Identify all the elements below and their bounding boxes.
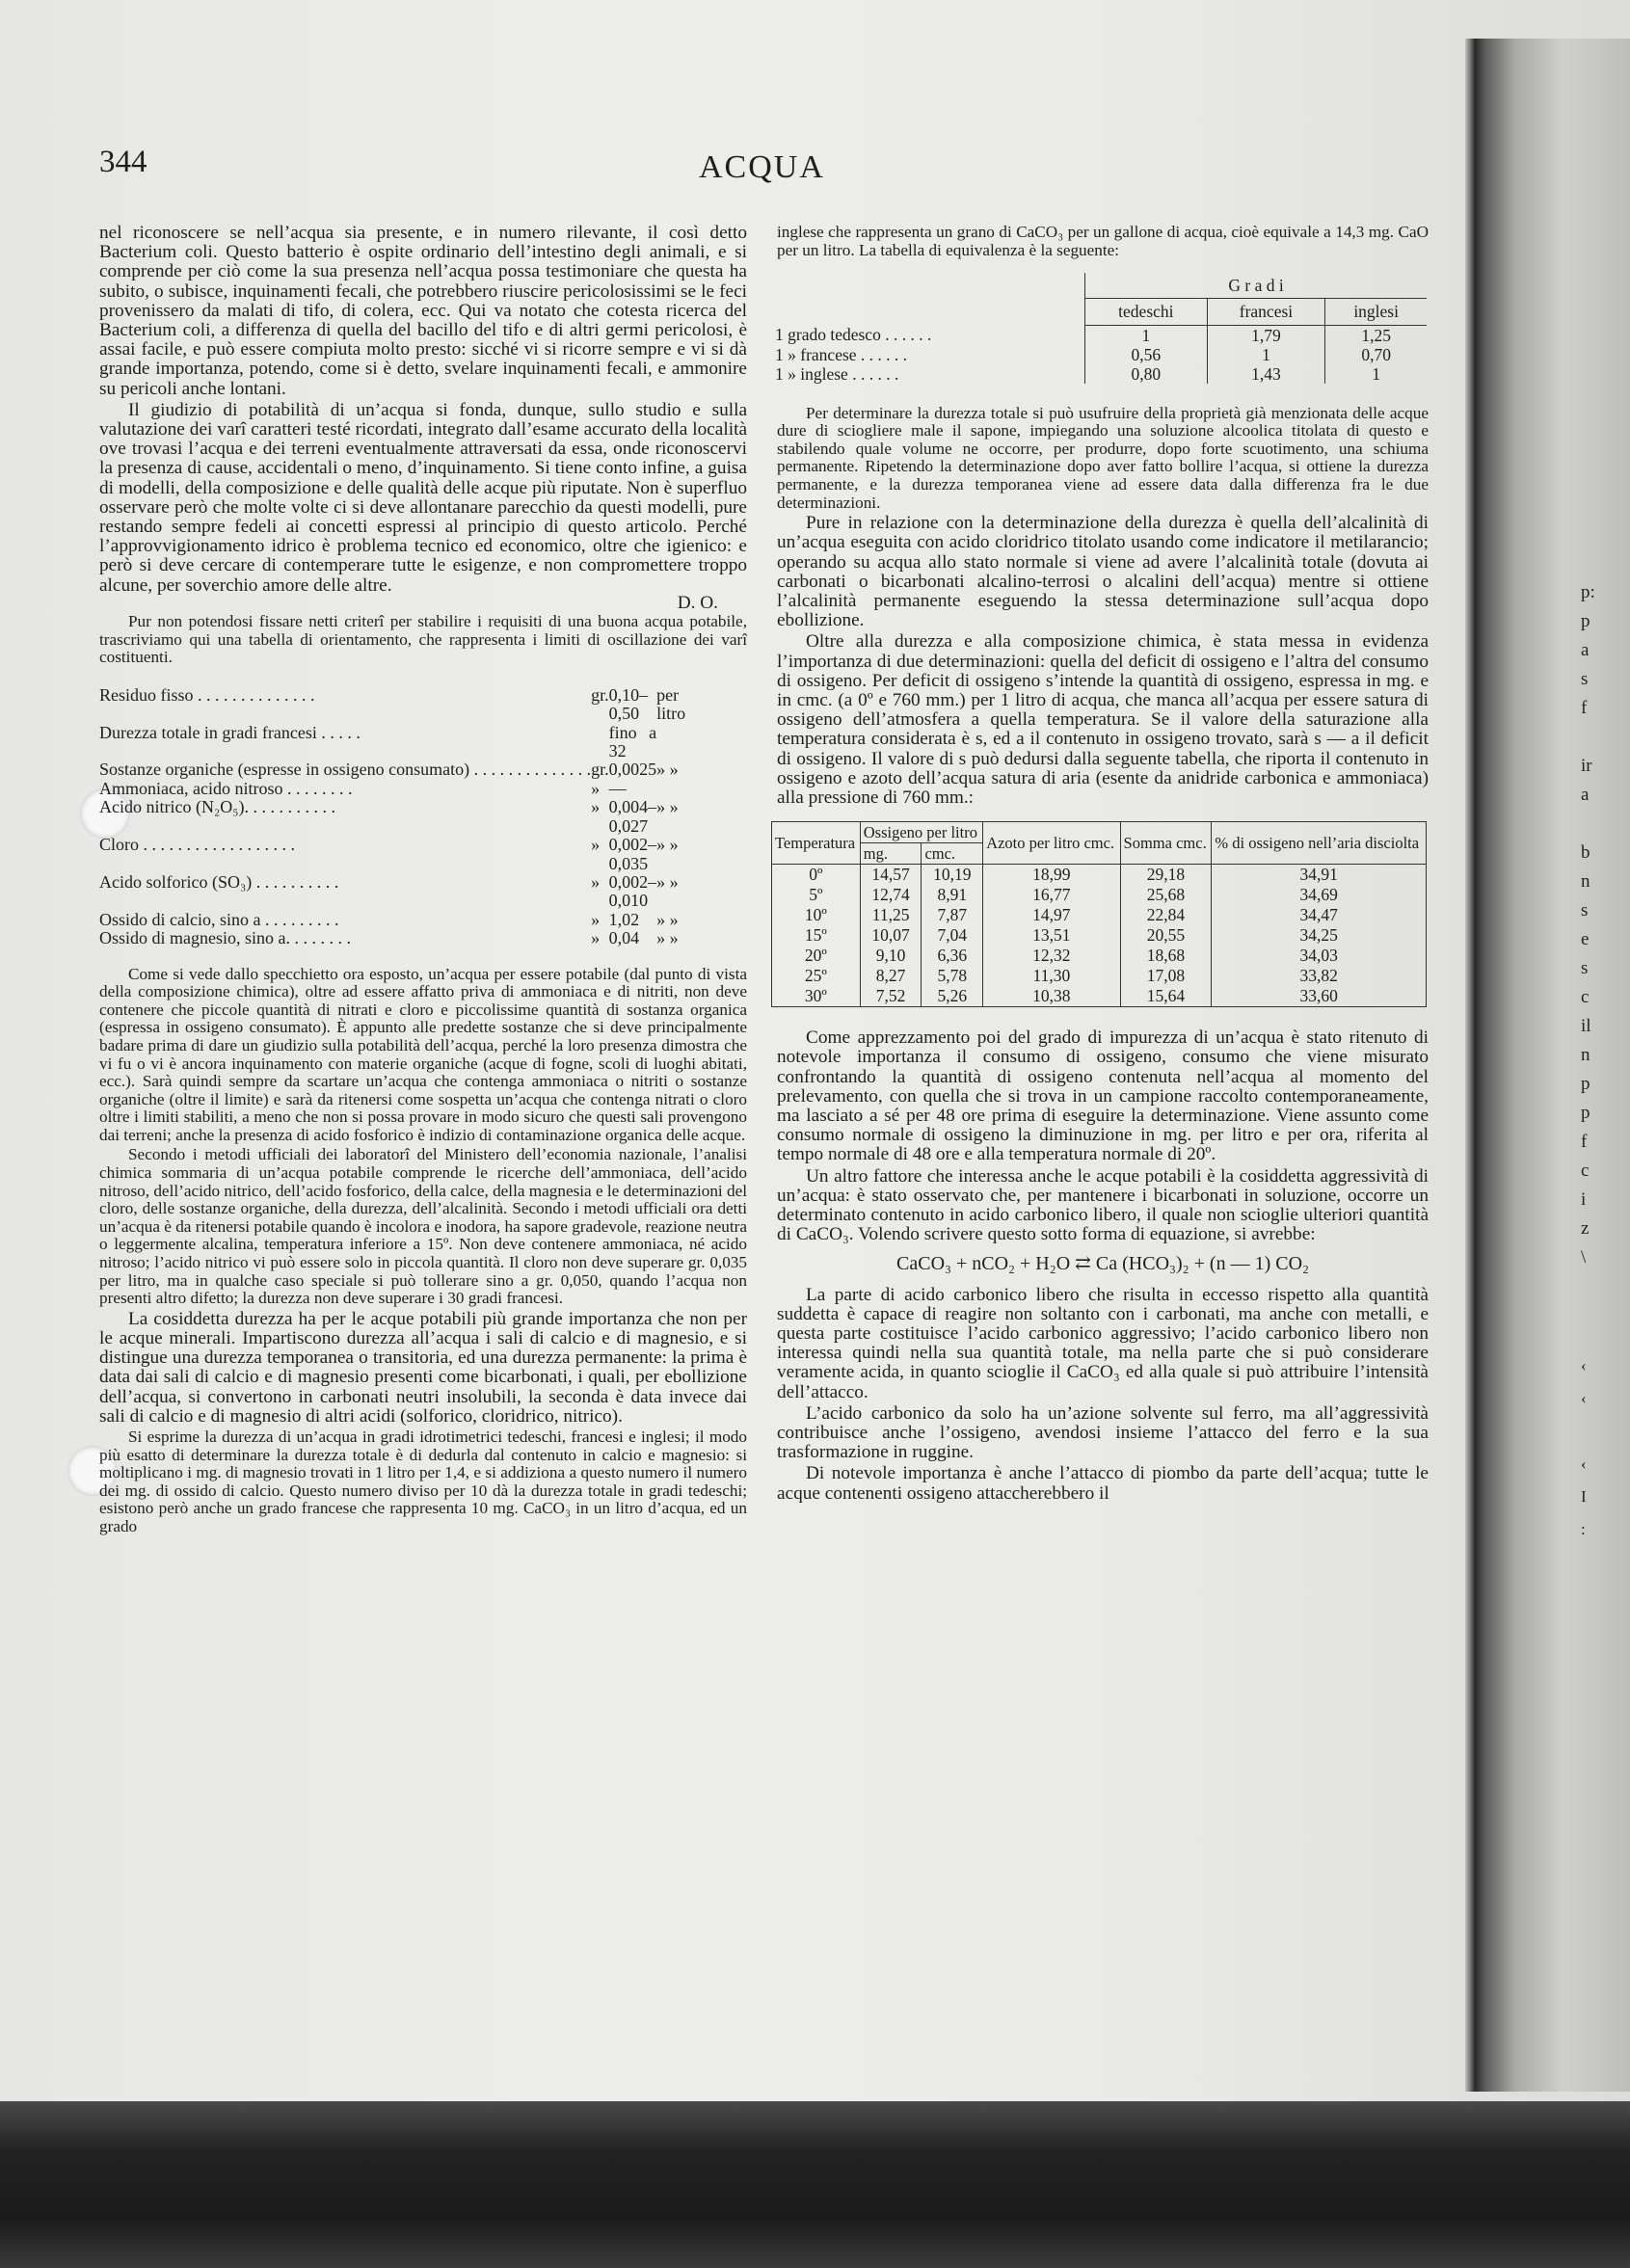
column-header: francesi	[1207, 299, 1325, 325]
table-cell: 20º	[772, 946, 861, 966]
table-cell: 22,84	[1120, 905, 1212, 925]
facing-page-letter: s	[1581, 900, 1589, 921]
table-cell: gr.	[591, 684, 609, 705]
table-cell: 17,08	[1120, 966, 1212, 986]
facing-page-letter: f	[1581, 698, 1588, 718]
column-header: Temperatura	[772, 822, 861, 865]
row-label: 1 » inglese . . . . . .	[775, 363, 899, 384]
table-cell: » »	[656, 909, 679, 929]
table-cell: 5,26	[922, 986, 983, 1007]
row-label: 1 grado tedesco . . . . . .	[775, 325, 932, 345]
table-cell: 0,002–0,035	[608, 835, 657, 873]
scanner-dark-band	[0, 2101, 1630, 2268]
table-cell: 1,25	[1325, 325, 1427, 345]
group-header: G r a d i	[1085, 273, 1427, 299]
potability-limits-table	[99, 686, 685, 948]
table-cell: 0,56	[1085, 345, 1207, 364]
facing-page-letter: e	[1581, 929, 1590, 949]
table-cell: 34,03	[1212, 946, 1427, 966]
paragraph: Pure in relazione con la determinazione della durezza è quella dell’alcalinità di un’acqua eseguita con acido cloridrico titolato usando come indicatore il metilarancio; operando su acqua allo stato normale si viene ad avere l’alcalinità totale (dovuta ai carbonati o bicarbonati alcalino-terrosi o alcalini dell’acqua) mentre si ottiene l’alcalinità permanente eseguendo la stessa determinazione sull’acqua dopo ebollizione.	[777, 513, 1429, 631]
table-cell: 34,47	[1212, 905, 1427, 925]
table-cell: 0,04	[608, 928, 640, 948]
oxygen-saturation-table	[771, 821, 1427, 1007]
table-cell: » »	[656, 760, 679, 780]
facing-page-letter: f	[1581, 1132, 1588, 1152]
hardness-equivalence-table	[771, 273, 1427, 383]
table-cell: 6,36	[922, 946, 983, 966]
paragraph: Di notevole importanza è anche l’attacco di piombo da parte dell’acqua; tutte le acque contenenti ossigeno attaccherebbero il	[777, 1463, 1429, 1504]
table-cell: 16,77	[983, 885, 1120, 905]
table-cell: » »	[656, 928, 679, 948]
table-cell: » »	[656, 835, 679, 855]
facing-page-letter: s	[1581, 958, 1589, 978]
table-cell: 1,79	[1207, 325, 1325, 345]
table-row	[771, 364, 1427, 384]
table-cell: 33,82	[1212, 966, 1427, 986]
column-header: tedeschi	[1085, 299, 1207, 325]
table-cell: gr.	[591, 760, 609, 780]
facing-page-letter: p	[1581, 1103, 1590, 1123]
paragraph: Come si vede dallo specchietto ora esposto, un’acqua per essere potabile (dal punto di vista della composizione chimica), oltre ad essere affatto priva di ammoniaca e di nitriti, non deve contenere che piccole quantità di nitrati e cloro e piccolissime quantità di sostanza organica (espressa in ossigeno consumato). È appunto alle predette sostanze che si deve principalmente badare prima di dare un giudizio sulla potabilità dell’acqua, perché la loro presenza dimostra che vi fu o vi è ancora inquinamento con materie organiche (acque di fogne, scoli di luoghi abitati, ecc.). Sarà quindi sempre da scartare un’acqua che contenga ammoniaca o nitriti o sostanze organiche (oltre il limite) e sarà da ritenersi come sospetta un’acqua che contenga nitrati o cloro oltre i limiti stabiliti, a meno che non si possa provare in modo sicuro che questi sali provengono dai terreni; anche la presenza di acido fosforico è indizio di contaminazione organica delle acque.	[99, 964, 747, 1144]
column-header: cmc.	[922, 843, 983, 865]
table-cell: fino a 32	[608, 722, 657, 761]
facing-page-tick: ‹	[1581, 1454, 1587, 1473]
table-cell: 11,30	[983, 966, 1120, 986]
facing-page-letter: s	[1581, 669, 1589, 689]
table-cell: 8,27	[860, 966, 922, 986]
table-cell: 12,74	[860, 885, 922, 905]
row-label: 1 » francese . . . . . .	[775, 344, 908, 364]
table-cell: 0,70	[1325, 345, 1427, 364]
table-cell: 15º	[772, 925, 861, 946]
table-cell: 29,18	[1120, 865, 1212, 886]
right-column	[777, 224, 1429, 1506]
paragraph: Secondo i metodi ufficiali dei laboratorî del Ministero dell’economia nazionale, l’analisi chimica sommaria di un’acqua potabile comprende le ricerche dell’ammoniaca, dell’acido nitroso, dell’acido nitrico, dell’acido fosforico, della calce, della magnesia e le determinazioni del cloro, delle sostanze organiche, della durezza, dell’alcalinità. Secondo i metodi ufficiali ora detti un’acqua è da ritenersi potabile quando è incolora e inodora, ha sapore gradevole, reazione neutra o leggermente alcalina, temperatura inferiore a 15º. Non deve contenere ammoniaca, né acido nitroso; l’acido nitrico vi può essere solo in piccola quantità. Il cloro non deve superare gr. 0,035 per litro, ma in qualche caso speciale si può tollerare sino a gr. 0,050, quando l’acqua non presenti altro difetto; la durezza non deve superare i 30 gradi francesi.	[99, 1145, 747, 1308]
facing-page-letter: p	[1581, 611, 1590, 631]
table-cell: Ossido di magnesio, sino a. . . . . . . .	[99, 928, 351, 948]
column-header: % di ossigeno nell’aria disciolta	[1212, 822, 1427, 865]
table-cell	[656, 780, 685, 798]
table-row	[99, 686, 685, 724]
table-cell: 0,80	[1085, 364, 1207, 384]
table-cell: Sostanze organiche (espresse in ossigeno consumato) . . . . . . . . . . . . . .	[99, 760, 592, 780]
table-cell: 1	[1085, 325, 1207, 345]
table-cell: 0º	[772, 865, 861, 886]
paragraph: Il giudizio di potabilità di un’acqua si fonda, dunque, sullo studio e sulla valutazione dei varî caratteri testé ricordati, integrato dall’esame accurato della località ove trovasi l’acqua e dei terreni eventualmente attraversati da essa, onde riconoscervi la presenza di cause, accidentali o meno, d’inquinamento. Si tiene conto infine, a guisa di modelli, della composizione e delle qualità delle acque più riputate. Non è superfluo osservare però che molte volte ci si deve allontanare parecchio da questi modelli, pure restando sempre fedeli ai concetti espressi al principio di questo articolo. Perché l’approvvigionamento idrico è problema tecnico ed economico, oltre che igienico: e però si deve cercare di contemperare tutte le esigenze, e non compromettere troppo alcune, per soverchio amore delle altre.	[99, 399, 747, 596]
table-row	[99, 929, 685, 947]
table-cell: » »	[656, 797, 679, 817]
paragraph: Un altro fattore che interessa anche le acque potabili è la cosiddetta aggressività di un’acqua: è stato osservato che, per mantenere i bicarbonati in soluzione, occorre un determinato contenuto in acido carbonico libero, il quale non scioglie ulteriori quantità di CaCO₃. Volendo scrivere questo sotto forma di equazione, si avrebbe:	[777, 1165, 1429, 1245]
table-row	[771, 325, 1427, 345]
paragraph: La parte di acido carbonico libero che risulta in eccesso rispetto alla quantità suddetta è capace di reagire non soltanto con i carbonati, ma anche con metalli, e questa parte costituisce l’acido carbonico aggressivo; l’acido carbonico libero non interessa quindi nella sua quantità totale, ma nella parte che si può considerare veramente acida, in quanto scioglie il CaCO₃ ed alla quale si può attribuire l’intensità dell’attacco.	[777, 1284, 1429, 1402]
table-cell: Ammoniaca, acido nitroso . . . . . . . .	[99, 778, 353, 798]
table-cell: 15,64	[1120, 986, 1212, 1007]
table-cell: 1,43	[1207, 364, 1325, 384]
table-cell: »	[591, 835, 601, 855]
table-cell: 1	[1207, 345, 1325, 364]
table-row	[772, 885, 1427, 905]
paragraph: Oltre alla durezza e alla composizione chimica, è stata messa in evidenza l’importanza di due determinazioni: quella del deficit di ossigeno e l’altra del consumo di ossigeno. Per deficit di ossigeno s’intende la quantità di ossigeno, espressa in mg. e in cmc. (a 0º e 760 mm.) per 1 litro di acqua, che manca all’acqua per essere satura di ossigeno dell’atmosfera a quella temperatura. Se il valore della saturazione alla temperatura considerata è s, ed a il contenuto in ossigeno trovato, sarà s — a il deficit di ossigeno. Il valore di s può dedursi dalla seguente tabella, che riporta il contenuto in ossigeno e azoto dell’acqua satura di aria (esente da anidride carbonica e ammoniaca) alla pressione di 760 mm.:	[777, 631, 1429, 808]
table-cell: 0,10–0,50	[608, 684, 649, 724]
table-row	[99, 836, 685, 873]
table-cell: 34,69	[1212, 885, 1427, 905]
facing-page-tick	[1581, 1415, 1587, 1448]
table-row	[772, 905, 1427, 925]
table-cell: 9,10	[860, 946, 922, 966]
table-cell: 5º	[772, 885, 861, 905]
table-row	[99, 724, 685, 761]
facing-page-letter: a	[1581, 785, 1590, 805]
facing-page-letter: z	[1581, 1218, 1590, 1239]
table-cell	[591, 724, 609, 761]
facing-page-letters	[1581, 578, 1610, 1272]
table-cell: 7,87	[922, 905, 983, 925]
table-cell: 25,68	[1120, 885, 1212, 905]
table-cell: 18,68	[1120, 946, 1212, 966]
table-cell: 14,57	[860, 865, 922, 886]
facing-page-tick: ‹	[1581, 1356, 1587, 1374]
facing-page-letter	[1581, 723, 1610, 752]
facing-page-letter: c	[1581, 987, 1590, 1007]
running-head: ACQUA	[699, 149, 825, 185]
left-column	[99, 224, 747, 1538]
table-row	[99, 798, 685, 836]
table-cell: 30º	[772, 986, 861, 1007]
table-cell: —	[608, 778, 627, 798]
column-header: mg.	[860, 843, 922, 865]
table-cell: 10º	[772, 905, 861, 925]
table-cell: 7,04	[922, 925, 983, 946]
table-cell: 25º	[772, 966, 861, 986]
table-row	[772, 865, 1427, 886]
table-cell: »	[591, 909, 601, 929]
facing-page-tick: ‹	[1581, 1389, 1587, 1407]
table-cell: »	[591, 797, 601, 817]
author-signature: D. O.	[677, 593, 718, 613]
table-cell: 13,51	[983, 925, 1120, 946]
table-cell: Durezza totale in gradi francesi . . . . .	[99, 722, 361, 742]
table-cell: 10,38	[983, 986, 1120, 1007]
table-cell: 10,07	[860, 925, 922, 946]
facing-page-letter: c	[1581, 1161, 1590, 1181]
paragraph: Si esprime la durezza di un’acqua in gradi idrotimetrici tedeschi, francesi e inglesi; il modo più esatto di determinare la durezza totale è di dedurla dal contenuto in calcio e magnesio: si moltiplicano i mg. di magnesio trovati in 1 litro per 1,4, e si addiziona a questo numero il numero dei mg. di ossido di calcio. Questo numero diviso per 10 dà la durezza totale in gradi tedeschi; esistono però anche un grado francese che rappresenta 10 mg. CaCO₃ in un litro d’acqua, ed un grado	[99, 1428, 747, 1535]
facing-page-letter: p:	[1581, 582, 1595, 602]
facing-page-letter	[1581, 810, 1610, 839]
facing-page-letter: n	[1581, 871, 1590, 892]
facing-page-letter: n	[1581, 1045, 1590, 1065]
table-cell: » »	[656, 871, 679, 892]
table-row	[99, 873, 685, 911]
table-cell: Residuo fisso . . . . . . . . . . . . . .	[99, 684, 315, 705]
table-cell: »	[591, 928, 601, 948]
table-cell: 5,78	[922, 966, 983, 986]
facing-page-tick: :	[1581, 1520, 1586, 1538]
column-header: Azoto per litro cmc.	[983, 822, 1120, 865]
facing-page-ticks	[1581, 1349, 1587, 1546]
table-cell: 10,19	[922, 865, 983, 886]
table-cell: 11,25	[860, 905, 922, 925]
table-cell: Acido nitrico (N₂O₅). . . . . . . . . . .	[99, 797, 336, 817]
table-cell: 7,52	[860, 986, 922, 1007]
table-cell: »	[591, 778, 601, 798]
paragraph: inglese che rappresenta un grano di CaCO₃ per un gallone di acqua, cioè equivale a 14,3 mg. CaO per un litro. La tabella di equivalenza è la seguente:	[777, 223, 1429, 259]
column-header: inglesi	[1325, 299, 1427, 325]
table-row	[771, 345, 1427, 364]
table-row	[772, 925, 1427, 946]
table-cell: 34,25	[1212, 925, 1427, 946]
table-cell: 20,55	[1120, 925, 1212, 946]
table-row	[772, 966, 1427, 986]
page-number: 344	[99, 145, 147, 179]
paragraph: Come apprezzamento poi del grado di impurezza di un’acqua è stato ritenuto di notevole importanza il consumo di ossigeno, consumo che viene misurato confrontando la quantità di ossigeno contenuta nell’acqua al momento del prelevamento, con quella che si trova in un campione raccolto contemporaneamente, ma lasciato a sé per 48 ore prima di eseguire la determinazione. Viene assunto come consumo normale di ossigeno la diminuzione in mg. per litro e per ora, riferita al tempo normale di 48 ore e alla temperatura normale di 20º.	[777, 1027, 1429, 1165]
facing-page-letter: b	[1581, 842, 1590, 863]
table-cell: 1	[1325, 364, 1427, 384]
table-row	[99, 760, 685, 779]
table-cell: »	[591, 871, 601, 892]
facing-page-letter: i	[1581, 1189, 1587, 1210]
facing-page-letter: ir	[1581, 756, 1592, 776]
table-cell: per litro	[656, 684, 686, 724]
table-cell: 8,91	[922, 885, 983, 905]
table-row	[772, 986, 1427, 1007]
table-cell: 14,97	[983, 905, 1120, 925]
facing-page-letter: a	[1581, 640, 1590, 660]
facing-page-tick: I	[1581, 1487, 1587, 1506]
facing-page-letter: \	[1581, 1247, 1587, 1267]
table-cell: 0,002–0,010	[608, 871, 657, 911]
column-header: Somma cmc.	[1120, 822, 1212, 865]
table-cell: 0,0025	[608, 760, 657, 780]
table-cell: 18,99	[983, 865, 1120, 886]
facing-page-letter: il	[1581, 1016, 1591, 1036]
paragraph: Pur non potendosi fissare netti criterî per stabilire i requisiti di una buona acqua potabile, trascriviamo qui una tabella di orientamento, che rappresenta i limiti di oscillazione dei varî costituenti.	[99, 612, 747, 667]
paragraph: Per determinare la durezza totale si può usufruire della proprietà già menzionata delle acque dure di sciogliere male il sapone, impiegando una soluzione alcoolica titolata di questo e stabilendo quale volume ne occorre, per produrre, dopo forte scuotimento, una schiuma permanente. Ripetendo la determinazione dopo aver fatto bollire l’acqua, si ottiene la durezza permanente, e la durezza temporanea viene ad essere data dalla differenza fra le due determinazioni.	[777, 403, 1429, 512]
table-cell: 0,004–0,027	[608, 797, 657, 836]
table-row	[772, 946, 1427, 966]
table-cell: Acido solforico (SO₃) . . . . . . . . . .	[99, 871, 339, 892]
chemical-equation: CaCO₃ + nCO₂ + H₂O ⇄ Ca (HCO₃)₂ + (n — 1) CO₂	[896, 1253, 1309, 1275]
table-cell	[656, 724, 685, 761]
table-row	[99, 911, 685, 929]
paragraph: La cosiddetta durezza ha per le acque potabili più grande importanza che non per le acque minerali. Impartiscono durezza all’acqua i sali di calcio e di magnesio, e si distingue una durezza temporanea o transitoria, ed una durezza permanente: la prima è data dai sali di calcio e di magnesio presenti come bicarbonati, i quali, per ebollizione dell’acqua, si convertono in carbonati neutri insolubili, la seconda è data invece dai sali di calcio e di magnesio di altri acidi (solforico, cloridrico, nitrico).	[99, 1308, 747, 1427]
table-cell: 12,32	[983, 946, 1120, 966]
paragraph: nel riconoscere se nell’acqua sia presente, e in numero rilevante, il così detto Bacterium coli. Questo batterio è ospite ordinario dell’intestino degli animali, e si comprende per ciò come la sua presenza nell’acqua possa testimoniare che questa ha subito, o subisce, inquinamenti fecali, che potrebbero riuscire pericolosissimi se le feci provenissero da malati di tifo, di colera, ecc. Qui va notato che cotesta ricerca del Bacterium coli, a differenza di quella del bacillo del tifo e di altri germi pericolosi, è assai facile, e può essere compiuta molto presto: sicché vi si ricorre sempre e vi si dà grande importanza, potendo, come si è detto, svelare inquinamenti fecali, e ammonire su pericoli anche lontani.	[99, 223, 747, 399]
table-row	[99, 780, 685, 798]
paragraph: L’acido carbonico da solo ha un’azione solvente sul ferro, ma all’aggressività contribuisce anche l’ossigeno, avendosi insieme l’attacco del ferro e la sua trasformazione in ruggine.	[777, 1402, 1429, 1463]
table-cell: 1,02	[608, 909, 640, 929]
table-cell: Cloro . . . . . . . . . . . . . . . . . .	[99, 835, 296, 855]
table-cell: 33,60	[1212, 986, 1427, 1007]
table-cell: 34,91	[1212, 865, 1427, 886]
facing-page-letter: p	[1581, 1074, 1590, 1094]
column-header: Ossigeno per litro	[860, 822, 982, 843]
table-cell: Ossido di calcio, sino a . . . . . . . . .	[99, 909, 339, 929]
